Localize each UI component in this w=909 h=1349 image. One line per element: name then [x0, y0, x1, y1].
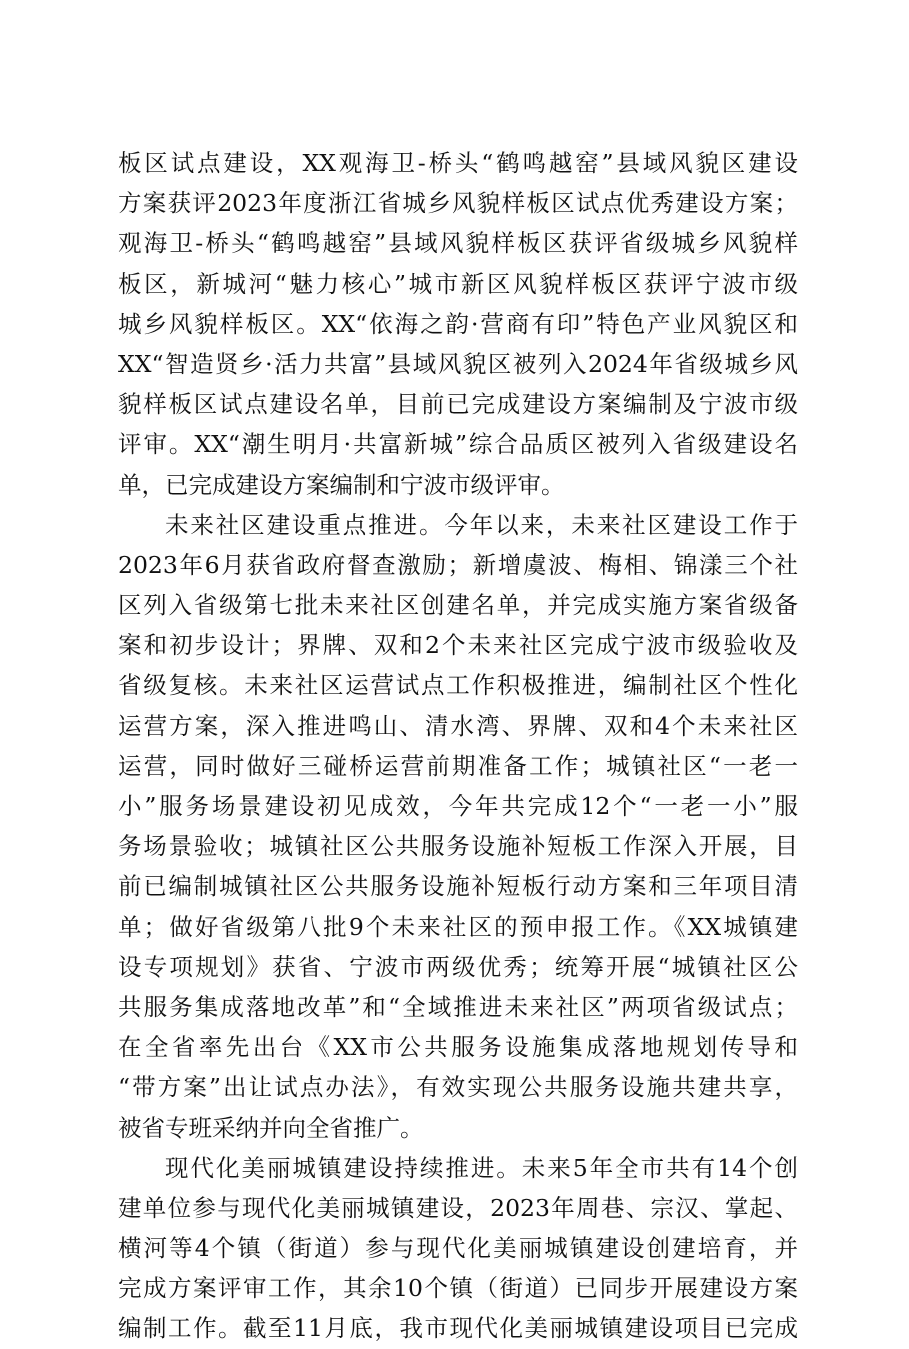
- text-line: 共服务集成落地改革”和“全域推进未来社区”两项省级试点；: [118, 992, 798, 1021]
- text-line: 板区，新城河“魅力核心”城市新区风貌样板区获评宁波市级: [118, 269, 798, 298]
- text-line: “带方案”出让试点办法》，有效实现公共服务设施共建共享，: [118, 1073, 798, 1102]
- paragraph-beautiful-towns: [118, 1148, 798, 1349]
- text-line: 评审。XX“潮生明月·共富新城”综合品质区被列入省级建设名: [118, 430, 798, 459]
- text-line: 案和初步设计；界牌、双和2个未来社区完成宁波市级验收及: [118, 631, 798, 660]
- text-line: 现代化美丽城镇建设持续推进。未来5年全市共有14个创: [165, 1153, 798, 1182]
- text-line: 被省专班采纳并向全省推广。: [118, 1113, 424, 1142]
- text-line: 横河等4个镇（街道）参与现代化美丽城镇建设创建培育，并: [118, 1234, 798, 1263]
- text-line: 务场景验收；城镇社区公共服务设施补短板工作深入开展，目: [118, 832, 798, 861]
- text-line: 完成方案评审工作，其余10个镇（街道）已同步开展建设方案: [118, 1274, 798, 1303]
- text-line: 编制工作。截至11月底，我市现代化美丽城镇建设项目已完成: [118, 1314, 798, 1343]
- text-line: 省级复核。未来社区运营试点工作积极推进，编制社区个性化: [118, 671, 798, 700]
- paragraph-future-community: [118, 505, 798, 1148]
- text-line: 运营，同时做好三碰桥运营前期准备工作；城镇社区“一老一: [118, 751, 798, 780]
- text-line: 貌样板区试点建设名单，目前已完成建设方案编制及宁波市级: [118, 390, 798, 419]
- text-line: 观海卫-桥头“鹤鸣越窑”县域风貌样板区获评省级城乡风貌样: [118, 229, 798, 258]
- text-line: 未来社区建设重点推进。今年以来，未来社区建设工作于: [165, 510, 798, 539]
- paragraph-fengmao: [118, 143, 798, 505]
- text-line: 方案获评2023年度浙江省城乡风貌样板区试点优秀建设方案；: [118, 189, 798, 218]
- text-line: 运营方案，深入推进鸣山、清水湾、界牌、双和4个未来社区: [118, 711, 798, 740]
- text-line: 在全省率先出台《XX市公共服务设施集成落地规划传导和: [118, 1033, 798, 1062]
- text-line: 区列入省级第七批未来社区创建名单，并完成实施方案省级备: [118, 591, 798, 620]
- document-page: [118, 143, 798, 1349]
- text-line: 板区试点建设，XX观海卫-桥头“鹤鸣越窑”县域风貌区建设: [118, 149, 798, 177]
- text-line: 设专项规划》获省、宁波市两级优秀；统筹开展“城镇社区公: [118, 952, 798, 981]
- text-line: 建单位参与现代化美丽城镇建设，2023年周巷、宗汉、掌起、: [118, 1193, 798, 1222]
- text-line: 2023年6月获省政府督查激励；新增虞波、梅相、锦漾三个社: [118, 550, 798, 579]
- text-line: 单，已完成建设方案编制和宁波市级评审。: [118, 470, 565, 499]
- text-line: 前已编制城镇社区公共服务设施补短板行动方案和三年项目清: [118, 872, 798, 901]
- text-line: 小”服务场景建设初见成效，今年共完成12个“一老一小”服: [118, 792, 798, 820]
- text-line: 单；做好省级第八批9个未来社区的预申报工作。《XX城镇建: [118, 912, 798, 941]
- text-line: 城乡风貌样板区。XX“依海之韵·营商有印”特色产业风貌区和: [118, 309, 798, 338]
- text-line: XX“智造贤乡·活力共富”县域风貌区被列入2024年省级城乡风: [118, 349, 798, 378]
